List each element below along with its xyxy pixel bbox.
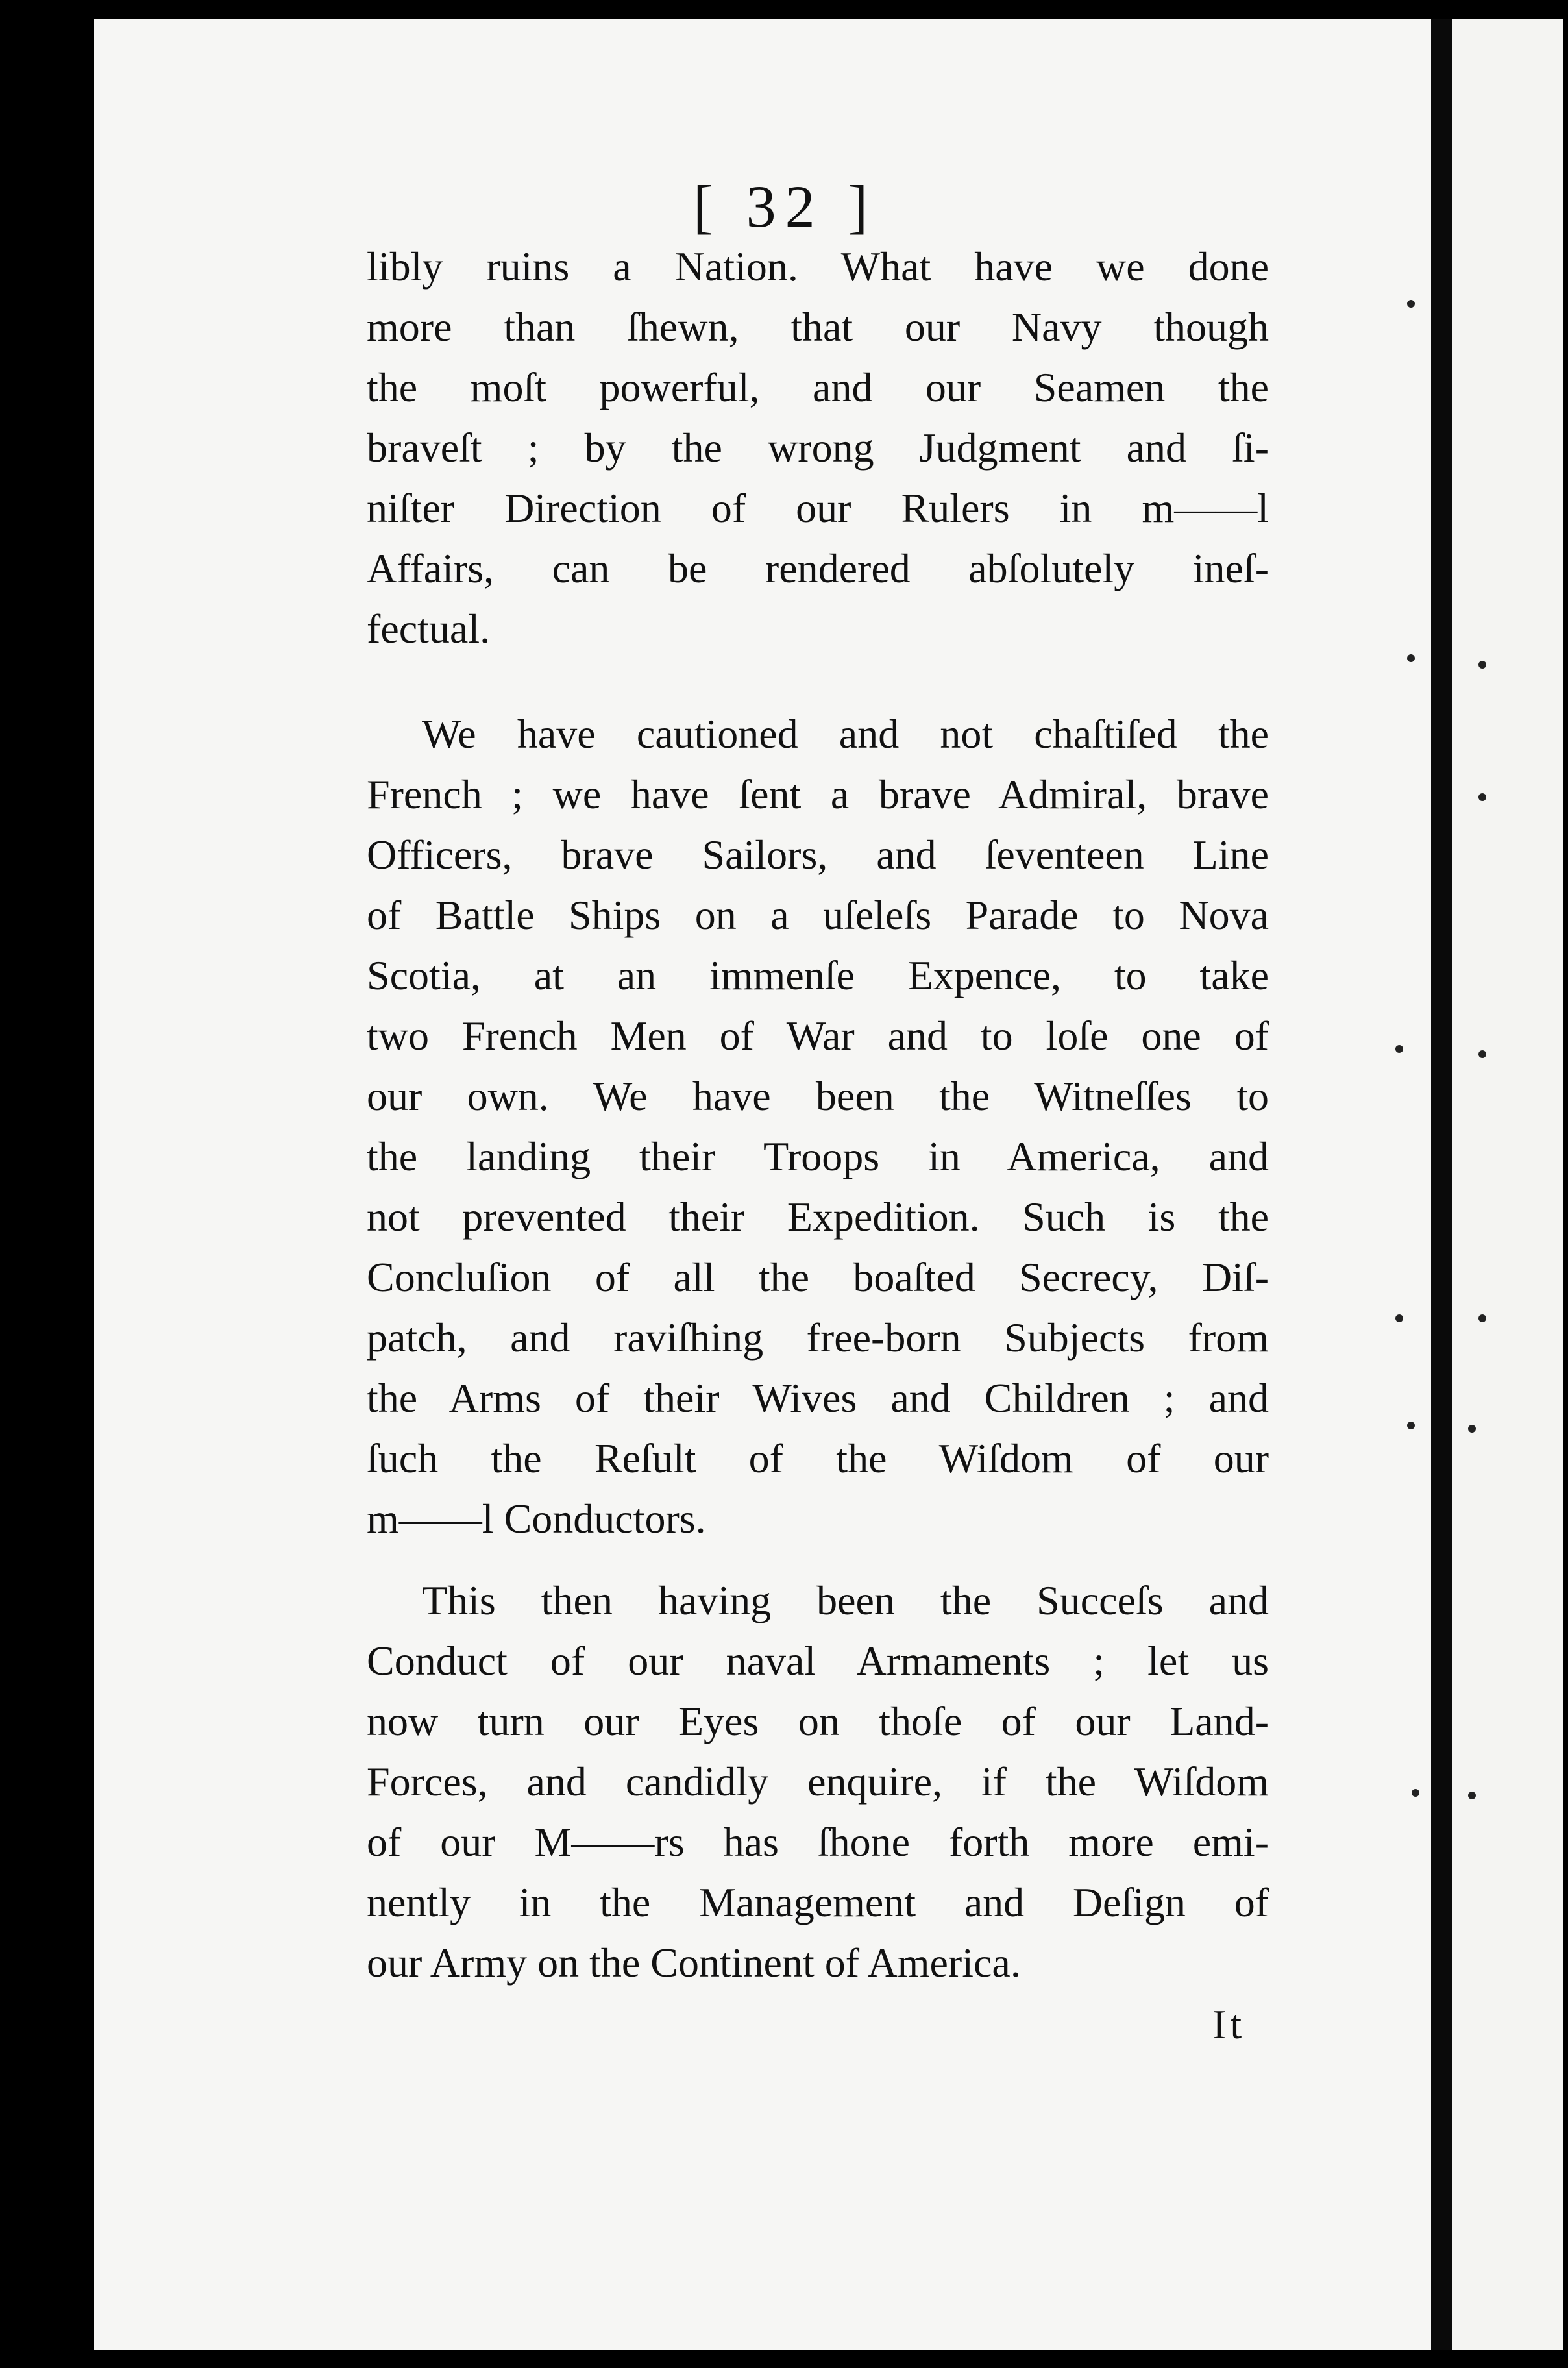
- text-line: niſter Direction of our Rulers in m——l: [367, 485, 1269, 531]
- text-line: nently in the Management and Deſign of: [367, 1879, 1269, 1925]
- text-line: of our M——rs has ſhone forth more emi-: [367, 1819, 1269, 1865]
- text-line: braveſt ; by the wrong Judgment and ſi-: [367, 425, 1269, 471]
- text-line: our Army on the Continent of America.: [367, 1940, 1021, 1986]
- text-line: Officers, brave Sailors, and ſeventeen Line: [367, 832, 1269, 878]
- text-line: ſuch the Reſult of the Wiſdom of our: [367, 1435, 1269, 1481]
- text-line: m——l Conductors.: [367, 1496, 706, 1542]
- ink-speck: [1407, 1422, 1415, 1429]
- text-line: Conduct of our naval Armaments ; let us: [367, 1638, 1269, 1684]
- page-number: [ 32 ]: [693, 173, 877, 240]
- catchword: It: [1212, 2001, 1246, 2047]
- ink-speck: [1395, 1314, 1403, 1322]
- facing-page-edge: [1452, 19, 1563, 2350]
- page-gutter: [1431, 19, 1452, 2350]
- text-line: French ; we have ſent a brave Admiral, brave: [367, 771, 1269, 817]
- text-line: Scotia, at an immenſe Expence, to take: [367, 952, 1269, 998]
- ink-speck: [1478, 1050, 1486, 1058]
- text-line: fectual.: [367, 606, 491, 652]
- text-line: patch, and raviſhing free-born Subjects from: [367, 1314, 1269, 1361]
- text-line: Affairs, can be rendered abſolutely ineſ-: [367, 545, 1269, 591]
- ink-speck: [1407, 300, 1415, 308]
- ink-speck: [1468, 1425, 1476, 1433]
- text-line: our own. We have been the Witneſſes to: [367, 1073, 1269, 1119]
- ink-speck: [1407, 654, 1415, 662]
- text-line: of Battle Ships on a uſeleſs Parade to Nova: [367, 892, 1269, 938]
- ink-speck: [1478, 1314, 1486, 1322]
- text-line: Forces, and candidly enquire, if the Wiſdom: [367, 1758, 1269, 1805]
- text-line: two French Men of War and to loſe one of: [367, 1013, 1269, 1059]
- text-line: the moſt powerful, and our Seamen the: [367, 364, 1269, 410]
- ink-speck: [1478, 661, 1486, 669]
- ink-speck: [1412, 1789, 1419, 1797]
- ink-speck: [1395, 1045, 1403, 1053]
- text-line: now turn our Eyes on thoſe of our Land-: [367, 1698, 1269, 1744]
- text-line: more than ſhewn, that our Navy though: [367, 304, 1269, 350]
- text-line: the landing their Troops in America, and: [367, 1133, 1269, 1179]
- text-line: This then having been the Succeſs and: [422, 1577, 1269, 1623]
- ink-speck: [1478, 793, 1486, 801]
- text-line: We have cautioned and not chaſtiſed the: [422, 711, 1269, 757]
- text-line: the Arms of their Wives and Children ; and: [367, 1375, 1269, 1421]
- text-line: not prevented their Expedition. Such is the: [367, 1194, 1269, 1240]
- ink-speck: [1468, 1792, 1476, 1799]
- text-line: libly ruins a Nation. What have we done: [367, 243, 1269, 290]
- text-line: Concluſion of all the boaſted Secrecy, Diſ-: [367, 1254, 1269, 1300]
